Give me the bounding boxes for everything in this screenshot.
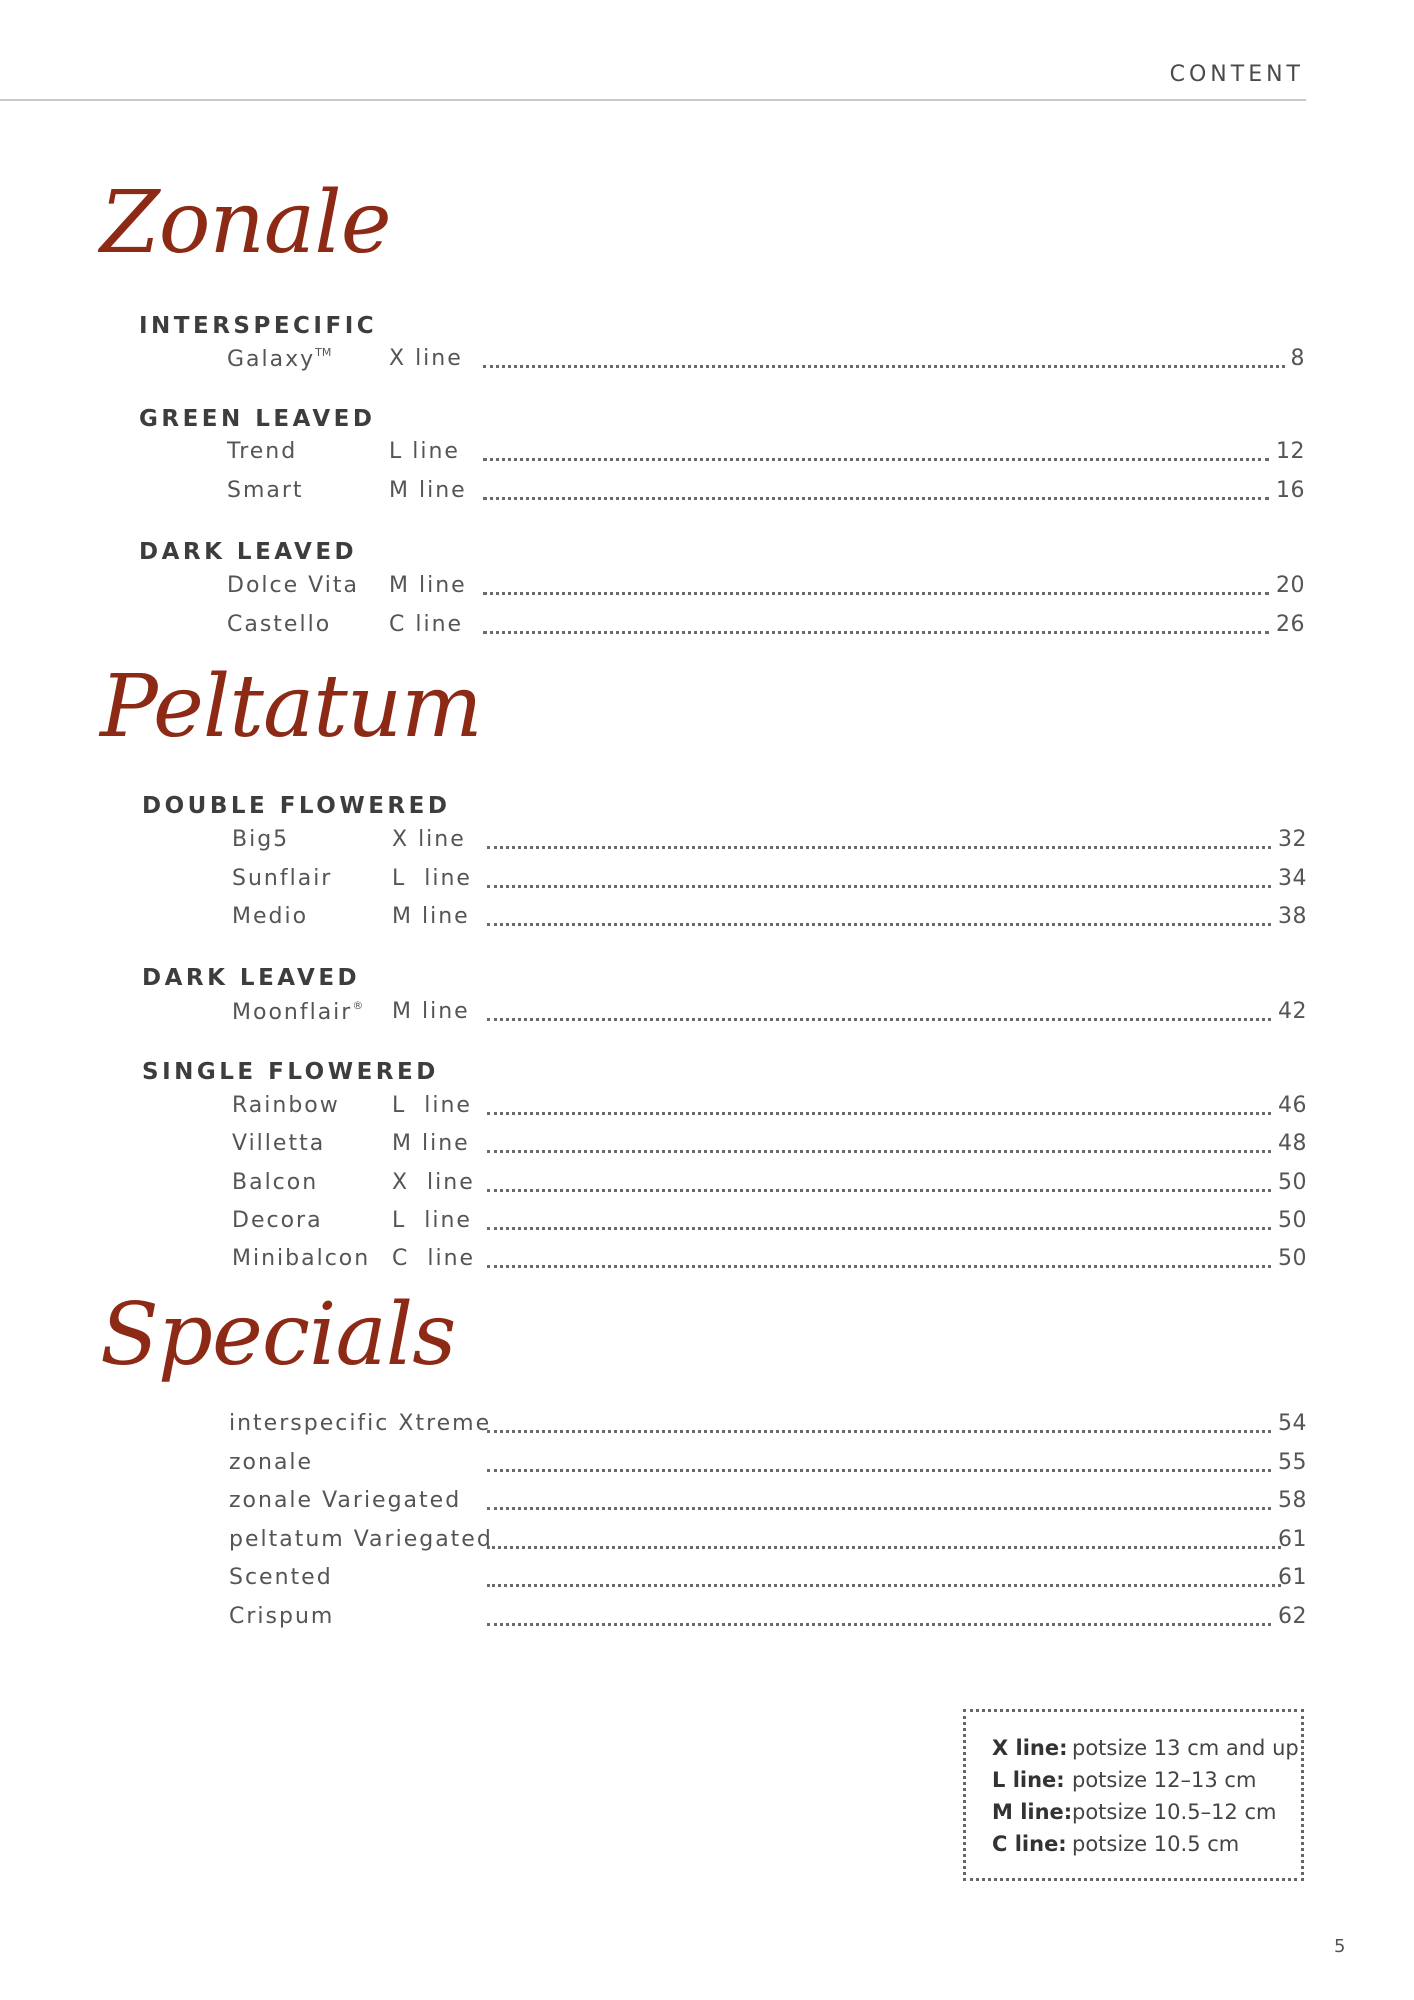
dot-leader	[487, 1189, 1271, 1192]
section-title-peltatum: Peltatum	[100, 657, 482, 757]
toc-entry-dolce-vita[interactable]	[227, 573, 1305, 603]
group-heading-double-flowered: DOUBLE FLOWERED	[142, 793, 451, 819]
toc-entry-villetta[interactable]	[232, 1131, 1307, 1161]
entry-page: 34	[1278, 866, 1307, 891]
entry-name: Decora	[232, 1208, 323, 1233]
entry-page: 61	[1278, 1565, 1307, 1590]
header-divider	[0, 99, 1306, 101]
toc-entry-trend[interactable]	[227, 439, 1305, 469]
toc-entry-medio[interactable]	[232, 904, 1307, 934]
entry-line: X line	[392, 827, 466, 852]
entry-name: Trend	[227, 439, 298, 464]
entry-name: Moonflair®	[232, 999, 364, 1025]
dot-leader	[483, 592, 1269, 595]
entry-name: Scented	[229, 1565, 333, 1590]
entry-name: Medio	[232, 904, 309, 929]
entry-name: Minibalcon	[232, 1246, 371, 1271]
legend-row-x	[992, 1736, 1299, 1760]
group-heading-dark-leaved-peltatum: DARK LEAVED	[142, 965, 361, 991]
toc-entry-galaxy[interactable]	[227, 346, 1305, 376]
page-number: 5	[1334, 1936, 1346, 1957]
dot-leader	[487, 923, 1271, 926]
entry-page: 61	[1278, 1527, 1307, 1552]
dot-leader	[487, 1507, 1271, 1510]
toc-entry-minibalcon[interactable]	[232, 1246, 1307, 1276]
entry-name: Castello	[227, 612, 332, 637]
page-header-title: CONTENT	[1169, 62, 1304, 87]
toc-entry-moonflair[interactable]	[232, 999, 1307, 1029]
group-heading-interspecific: INTERSPECIFIC	[139, 313, 378, 339]
group-heading-single-flowered: SINGLE FLOWERED	[142, 1059, 439, 1085]
entry-page: 32	[1278, 827, 1307, 852]
dot-leader	[483, 365, 1285, 368]
legend-row-c	[992, 1832, 1239, 1856]
entry-page: 42	[1278, 999, 1307, 1024]
legend-label: M line:	[992, 1800, 1073, 1824]
dot-leader	[487, 1018, 1271, 1021]
entry-page: 8	[1290, 346, 1305, 371]
toc-entry-interspecific-xtreme[interactable]	[229, 1411, 1307, 1441]
toc-entry-rainbow[interactable]	[232, 1093, 1307, 1123]
entry-page: 20	[1276, 573, 1305, 598]
entry-line: L line	[392, 1093, 472, 1118]
dot-leader	[483, 631, 1269, 634]
dot-leader	[483, 497, 1269, 500]
legend-label: X line:	[992, 1736, 1068, 1760]
dot-leader	[487, 1584, 1281, 1587]
trademark-mark: TM	[315, 346, 332, 359]
legend-row-m	[992, 1800, 1276, 1824]
entry-page: 55	[1278, 1450, 1307, 1475]
dot-leader	[487, 1150, 1271, 1153]
section-title-specials: Specials	[100, 1285, 456, 1385]
entry-page: 50	[1278, 1170, 1307, 1195]
line-size-legend	[963, 1709, 1304, 1881]
entry-name: zonale	[229, 1450, 314, 1475]
dot-leader	[487, 1623, 1271, 1626]
group-heading-green-leaved: GREEN LEAVED	[139, 406, 376, 432]
dot-leader	[487, 1112, 1271, 1115]
entry-line: C line	[392, 1246, 476, 1271]
toc-entry-zonale[interactable]	[229, 1450, 1307, 1480]
entry-name: Dolce Vita	[227, 573, 359, 598]
toc-entry-smart[interactable]	[227, 478, 1305, 508]
entry-name: Rainbow	[232, 1093, 340, 1118]
entry-page: 50	[1278, 1208, 1307, 1233]
legend-text: potsize 13 cm and up	[1072, 1736, 1299, 1760]
legend-row-l	[992, 1768, 1256, 1792]
entry-page: 16	[1276, 478, 1305, 503]
entry-line: M line	[392, 999, 470, 1024]
entry-page: 38	[1278, 904, 1307, 929]
entry-line: M line	[392, 1131, 470, 1156]
group-heading-dark-leaved: DARK LEAVED	[139, 539, 358, 565]
toc-entry-big5[interactable]	[232, 827, 1307, 857]
legend-text: potsize 10.5–12 cm	[1072, 1800, 1277, 1824]
entry-name: zonale Variegated	[229, 1488, 462, 1513]
entry-line: X line	[392, 1170, 475, 1195]
entry-name: Smart	[227, 478, 304, 503]
entry-name: Big5	[232, 827, 290, 852]
legend-label: L line:	[992, 1768, 1065, 1792]
entry-page: 62	[1278, 1604, 1307, 1629]
dot-leader	[487, 1227, 1271, 1230]
entry-page: 58	[1278, 1488, 1307, 1513]
entry-line: L line	[389, 439, 460, 464]
legend-text: potsize 12–13 cm	[1072, 1768, 1257, 1792]
entry-page: 12	[1276, 439, 1305, 464]
entry-line: L line	[392, 866, 472, 891]
entry-page: 54	[1278, 1411, 1307, 1436]
dot-leader	[487, 1430, 1271, 1433]
entry-page: 46	[1278, 1093, 1307, 1118]
legend-label: C line:	[992, 1832, 1067, 1856]
entry-page: 50	[1278, 1246, 1307, 1271]
toc-entry-castello[interactable]	[227, 612, 1305, 642]
entry-line: M line	[392, 904, 470, 929]
registered-mark: ®	[352, 999, 364, 1012]
toc-entry-decora[interactable]	[232, 1208, 1307, 1238]
entry-name: Crispum	[229, 1604, 335, 1629]
entry-name: peltatum Variegated	[229, 1527, 493, 1552]
entry-line: M line	[389, 573, 467, 598]
entry-name: Villetta	[232, 1131, 326, 1156]
toc-entry-peltatum-variegated[interactable]	[229, 1527, 1307, 1557]
dot-leader	[487, 1546, 1281, 1549]
toc-entry-sunflair[interactable]	[232, 866, 1307, 896]
dot-leader	[487, 885, 1271, 888]
entry-name: Balcon	[232, 1170, 319, 1195]
legend-text: potsize 10.5 cm	[1072, 1832, 1240, 1856]
toc-entry-balcon[interactable]	[232, 1170, 1307, 1200]
toc-entry-zonale-variegated[interactable]	[229, 1488, 1307, 1518]
entry-line: L line	[392, 1208, 472, 1233]
toc-entry-scented[interactable]	[229, 1565, 1307, 1595]
entry-name: Sunflair	[232, 866, 333, 891]
entry-line: M line	[389, 478, 467, 503]
dot-leader	[487, 1265, 1271, 1268]
dot-leader	[487, 846, 1271, 849]
entry-page: 48	[1278, 1131, 1307, 1156]
entry-line: C line	[389, 612, 464, 637]
entry-name: interspecific Xtreme	[229, 1411, 492, 1436]
entry-line: X line	[389, 346, 463, 371]
entry-page: 26	[1276, 612, 1305, 637]
toc-entry-crispum[interactable]	[229, 1604, 1307, 1634]
section-title-zonale: Zonale	[100, 173, 391, 273]
entry-name: Galaxy™	[227, 346, 332, 372]
dot-leader	[487, 1469, 1271, 1472]
dot-leader	[483, 458, 1269, 461]
